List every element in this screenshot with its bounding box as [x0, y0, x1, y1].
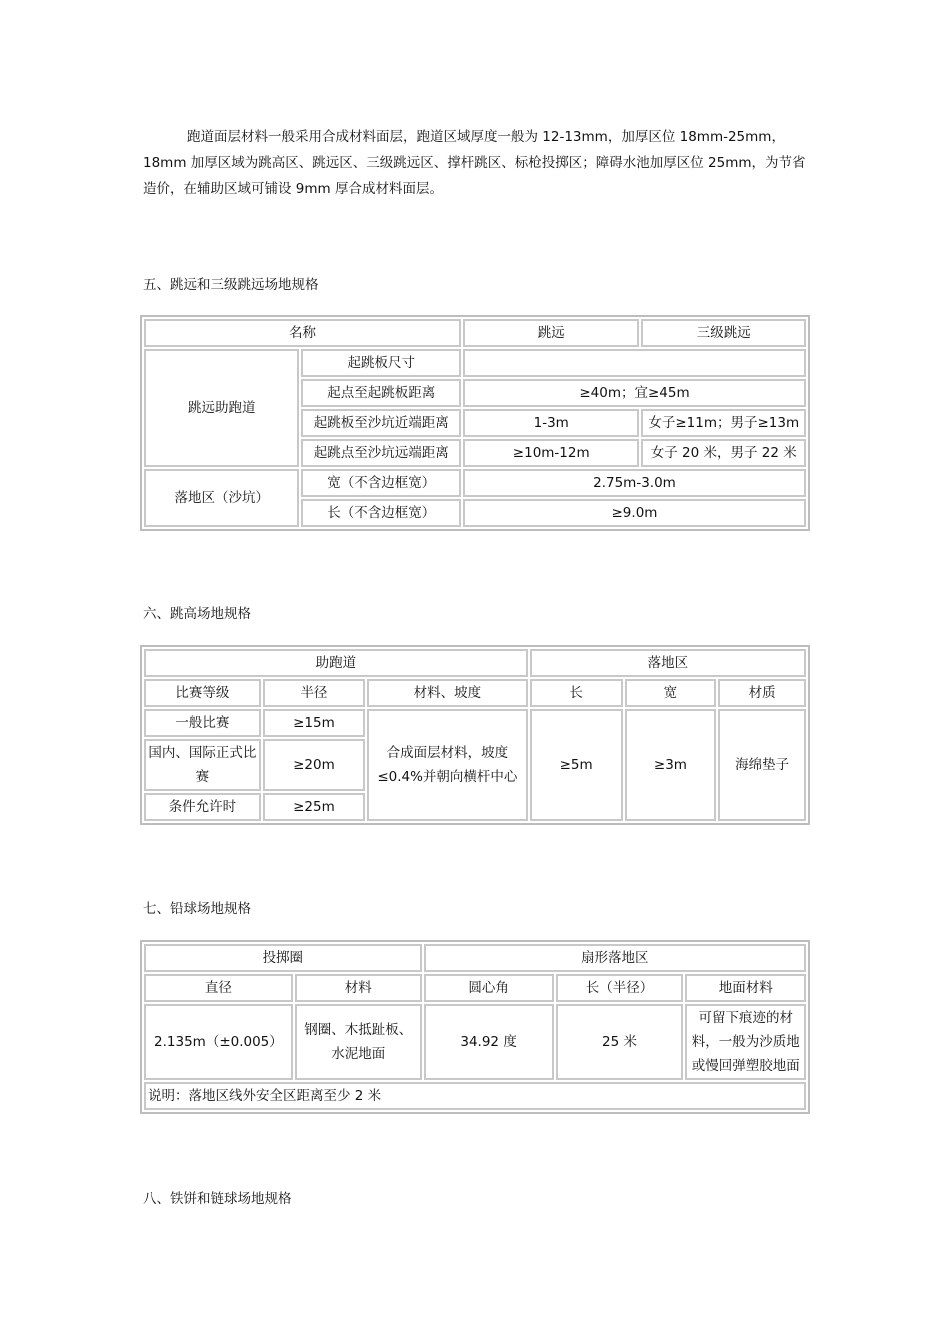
sp-note: 说明：落地区线外安全区距离至少 2 米 — [144, 1082, 806, 1110]
lj-start-to-board-label: 起点至起跳板距离 — [301, 379, 460, 407]
sp-col-diameter: 直径 — [144, 974, 293, 1002]
hj-row1-level: 一般比赛 — [144, 709, 261, 737]
hj-landing-length: ≥5m — [530, 709, 623, 821]
hj-row1-radius: ≥15m — [263, 709, 365, 737]
lj-board-to-far-lj: ≥10m-12m — [463, 439, 640, 467]
hj-landing-width: ≥3m — [625, 709, 717, 821]
lj-board-to-far-label: 起跳点至沙坑远端距离 — [301, 439, 460, 467]
sp-col-ground: 地面材料 — [685, 974, 806, 1002]
hj-col-material-slope: 材料、坡度 — [367, 679, 528, 707]
lj-board-size-label: 起跳板尺寸 — [301, 349, 460, 377]
lj-length-value: ≥9.0m — [463, 499, 806, 527]
lj-board-to-near-tj: 女子≥11m；男子≥13m — [641, 409, 806, 437]
sp-diameter: 2.135m（±0.005） — [144, 1004, 293, 1080]
section6-heading: 六、跳高场地规格 — [143, 606, 251, 622]
hj-col-level: 比赛等级 — [144, 679, 261, 707]
lj-width-value: 2.75m-3.0m — [463, 469, 806, 497]
hj-col-length: 长 — [530, 679, 623, 707]
shot-put-table — [140, 940, 810, 1114]
sp-material: 钢圈、木抵趾板、水泥地面 — [295, 1004, 422, 1080]
lj-board-to-near-lj: 1-3m — [463, 409, 640, 437]
lj-width-label: 宽（不含边框宽） — [301, 469, 460, 497]
sp-sector-header: 扇形落地区 — [424, 944, 806, 972]
hj-row2-level: 国内、国际正式比赛 — [144, 739, 261, 791]
long-jump-table — [140, 315, 810, 531]
sp-col-radius: 长（半径） — [556, 974, 684, 1002]
hj-col-radius: 半径 — [263, 679, 365, 707]
lj-header-long-jump: 跳远 — [463, 319, 640, 347]
lj-length-label: 长（不含边框宽） — [301, 499, 460, 527]
hj-landing-header: 落地区 — [530, 649, 806, 677]
lj-board-size-value — [463, 349, 806, 377]
intro-paragraph: 跑道面层材料一般采用合成材料面层，跑道区域厚度一般为 12-13mm，加厚区位 18mm-25mm，18mm 加厚区域为跳高区、跳远区、三级跳远区、撑杆跳区、标枪投掷区；障碍水池加厚区位 25mm，为节省造价，在辅助区域可铺设 9mm 厚合成材料面层。 — [143, 129, 806, 197]
lj-start-to-board-value: ≥40m；宜≥45m — [463, 379, 806, 407]
hj-col-material: 材质 — [718, 679, 806, 707]
lj-board-to-near-label: 起跳板至沙坑近端距离 — [301, 409, 460, 437]
lj-board-to-far-tj: 女子 20 米，男子 22 米 — [641, 439, 806, 467]
sp-circle-header: 投掷圈 — [144, 944, 422, 972]
hj-col-width: 宽 — [625, 679, 717, 707]
hj-material-slope: 合成面层材料，坡度≤0.4%并朝向横杆中心 — [367, 709, 528, 821]
sp-ground: 可留下痕迹的材料，一般为沙质地或慢回弹塑胶地面 — [685, 1004, 806, 1080]
hj-runway-header: 助跑道 — [144, 649, 528, 677]
sp-col-angle: 圆心角 — [424, 974, 554, 1002]
sp-angle: 34.92 度 — [424, 1004, 554, 1080]
sp-col-material: 材料 — [295, 974, 422, 1002]
lj-header-name: 名称 — [144, 319, 461, 347]
hj-row2-radius: ≥20m — [263, 739, 365, 791]
section7-heading: 七、铅球场地规格 — [143, 901, 251, 917]
section8-heading: 八、铁饼和链球场地规格 — [143, 1191, 292, 1207]
lj-landing-label: 落地区（沙坑） — [144, 469, 299, 527]
sp-radius: 25 米 — [556, 1004, 684, 1080]
hj-row3-level: 条件允许时 — [144, 793, 261, 821]
high-jump-table — [140, 645, 810, 825]
hj-row3-radius: ≥25m — [263, 793, 365, 821]
lj-header-triple-jump: 三级跳远 — [641, 319, 806, 347]
lj-runway-label: 跳远助跑道 — [144, 349, 299, 467]
hj-landing-material: 海绵垫子 — [718, 709, 806, 821]
section5-heading: 五、跳远和三级跳远场地规格 — [143, 277, 319, 293]
